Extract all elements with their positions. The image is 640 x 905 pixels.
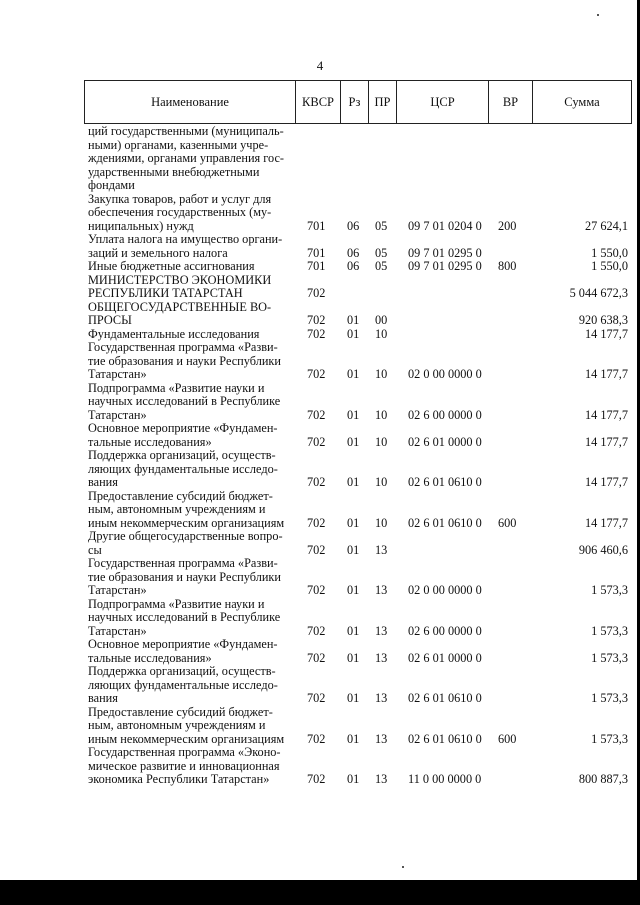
row-sum: 1 573,3 — [591, 731, 628, 746]
row-pr: 05 — [375, 218, 388, 233]
row-pr: 05 — [375, 245, 388, 260]
table-row — [88, 490, 628, 531]
row-kvsr: 701 — [307, 245, 326, 260]
row-pr: 13 — [375, 731, 388, 746]
row-pr: 00 — [375, 313, 388, 327]
row-csr: 09 7 01 0295 0 — [408, 245, 482, 260]
row-name: Подпрограмма «Развитие науки и научных исследований в Республике Татарстан» — [88, 380, 281, 422]
table-row — [88, 746, 628, 787]
row-kvsr: 702 — [307, 326, 326, 341]
row-pr: 13 — [375, 542, 388, 557]
row-kvsr: 702 — [307, 367, 326, 381]
row-csr: 11 0 00 0000 0 — [408, 772, 482, 786]
table-row — [88, 449, 628, 490]
row-name: Основное мероприятие «Фундамен- тальные исследования» — [88, 421, 278, 449]
row-rz: 01 — [347, 515, 360, 530]
row-csr: 02 6 01 0610 0 — [408, 515, 482, 530]
table-row — [88, 260, 628, 274]
row-csr: 02 6 01 0610 0 — [408, 731, 482, 746]
row-csr: 09 7 01 0295 0 — [408, 259, 482, 273]
row-name: ций государственными (муниципаль- ными) органами, казенными учре- ждениями, органами управления гос- ударственными внебюджетными фондами — [88, 124, 285, 192]
row-csr: 02 0 00 0000 0 — [408, 367, 482, 381]
row-pr: 13 — [375, 583, 388, 597]
row-sum: 800 887,3 — [578, 772, 628, 786]
scan-speck — [402, 866, 404, 868]
row-pr: 10 — [375, 475, 388, 489]
table-row — [88, 341, 628, 382]
header-kvsr: КВСР — [302, 95, 334, 109]
row-csr: 02 0 00 0000 0 — [408, 583, 482, 597]
row-csr: 02 6 01 0610 0 — [408, 691, 482, 705]
row-kvsr: 702 — [307, 434, 326, 449]
row-kvsr: 702 — [307, 313, 326, 327]
row-name: МИНИСТЕРСТВО ЭКОНОМИКИ РЕСПУБЛИКИ ТАТАРСТАН — [88, 272, 272, 300]
row-name: Поддержка организаций, осуществ- ляющих фундаментальные исследо- вания — [88, 448, 278, 489]
row-name: Поддержка организаций, осуществ- ляющих фундаментальные исследо- вания — [88, 664, 278, 705]
scan-speck — [597, 14, 599, 16]
table-row — [88, 530, 628, 557]
row-rz: 06 — [347, 218, 360, 233]
row-rz: 01 — [347, 583, 360, 597]
row-name: Государственная программа «Разви- тие образования и науки Республики Татарстан» — [88, 340, 281, 381]
row-rz: 01 — [347, 407, 360, 422]
row-csr: 02 6 01 0000 0 — [408, 650, 482, 665]
row-rz: 01 — [347, 434, 360, 449]
table-row — [88, 233, 628, 260]
row-vr: 200 — [498, 218, 517, 233]
row-kvsr: 701 — [307, 259, 326, 273]
row-kvsr: 702 — [307, 475, 326, 489]
row-kvsr: 702 — [307, 515, 326, 530]
header-vr: ВР — [502, 95, 519, 109]
row-rz: 01 — [347, 313, 360, 327]
row-sum: 5 044 672,3 — [569, 286, 628, 300]
row-sum: 1 550,0 — [591, 245, 628, 260]
table-row — [88, 193, 628, 234]
row-csr: 02 6 00 0000 0 — [408, 407, 482, 422]
table-row — [88, 598, 628, 639]
row-sum: 906 460,6 — [578, 542, 628, 557]
row-pr: 13 — [375, 623, 388, 638]
row-name: Подпрограмма «Развитие науки и научных исследований в Республике Татарстан» — [88, 596, 281, 638]
row-kvsr: 702 — [307, 691, 326, 705]
row-sum: 1 573,3 — [591, 650, 628, 665]
row-name: Другие общегосударственные вопро- сы — [88, 529, 283, 557]
row-name: Фундаментальные исследования — [88, 326, 260, 341]
row-pr: 10 — [375, 515, 388, 530]
row-sum: 1 573,3 — [591, 691, 628, 705]
row-sum: 14 177,7 — [584, 367, 628, 381]
row-rz: 01 — [347, 475, 360, 489]
row-sum: 1 573,3 — [591, 583, 628, 597]
header-rz: Рз — [348, 95, 361, 109]
row-rz: 01 — [347, 650, 360, 665]
row-pr: 13 — [375, 772, 388, 786]
row-name: Иные бюджетные ассигнования — [88, 259, 255, 273]
table-row — [88, 665, 628, 706]
row-sum: 14 177,7 — [584, 434, 628, 449]
header-pr: ПР — [374, 95, 391, 109]
scan-edge-bottom — [0, 880, 640, 905]
row-rz: 01 — [347, 367, 360, 381]
table-row — [88, 557, 628, 598]
row-name: Основное мероприятие «Фундамен- тальные исследования» — [88, 637, 278, 665]
row-kvsr: 702 — [307, 286, 326, 300]
row-kvsr: 702 — [307, 407, 326, 422]
row-pr: 05 — [375, 259, 388, 273]
row-pr: 10 — [375, 434, 388, 449]
table-row — [88, 422, 628, 449]
row-name: Государственная программа «Эконо- мическое развитие и инновационная экономика Республики Татарстан» — [88, 745, 281, 786]
row-csr: 02 6 01 0000 0 — [408, 434, 482, 449]
row-pr: 13 — [375, 691, 388, 705]
row-rz: 01 — [347, 731, 360, 746]
row-kvsr: 702 — [307, 542, 326, 557]
row-sum: 14 177,7 — [584, 407, 628, 422]
table-body — [88, 125, 628, 787]
row-sum: 14 177,7 — [584, 326, 628, 341]
row-rz: 01 — [347, 691, 360, 705]
table-row — [88, 301, 628, 328]
row-name: Государственная программа «Разви- тие образования и науки Республики Татарстан» — [88, 556, 281, 597]
row-csr: 09 7 01 0204 0 — [408, 218, 482, 233]
row-kvsr: 701 — [307, 218, 326, 233]
row-kvsr: 702 — [307, 731, 326, 746]
row-sum: 27 624,1 — [584, 218, 628, 233]
row-name: Уплата налога на имущество органи- заций и земельного налога — [88, 232, 283, 260]
row-name: ОБЩЕГОСУДАРСТВЕННЫЕ ВО- ПРОСЫ — [88, 299, 272, 327]
row-rz: 06 — [347, 245, 360, 260]
row-vr: 600 — [498, 515, 517, 530]
row-pr: 10 — [375, 367, 388, 381]
row-pr: 10 — [375, 407, 388, 422]
row-csr: 02 6 01 0610 0 — [408, 475, 482, 489]
table-row — [88, 382, 628, 423]
row-kvsr: 702 — [307, 772, 326, 786]
row-rz: 01 — [347, 623, 360, 638]
page-number: 4 — [316, 58, 324, 73]
row-kvsr: 702 — [307, 623, 326, 638]
row-rz: 06 — [347, 259, 360, 273]
row-name: Предоставление субсидий бюджет- ным, автономным учреждениям и иным некоммерческим организациям — [88, 704, 285, 746]
header-csr: ЦСР — [430, 95, 455, 109]
row-name: Предоставление субсидий бюджет- ным, автономным учреждениям и иным некоммерческим организациям — [88, 488, 285, 530]
row-name: Закупка товаров, работ и услуг для обеспечения государственных (му- ниципальных) нужд — [88, 191, 272, 233]
row-rz: 01 — [347, 326, 360, 341]
row-pr: 13 — [375, 650, 388, 665]
row-rz: 01 — [347, 542, 360, 557]
row-sum: 1 573,3 — [591, 623, 628, 638]
table-row — [88, 328, 628, 342]
row-sum: 14 177,7 — [584, 475, 628, 489]
table-row — [88, 274, 628, 301]
row-pr: 10 — [375, 326, 388, 341]
row-sum: 920 638,3 — [578, 313, 628, 327]
row-vr: 800 — [498, 259, 517, 273]
row-kvsr: 702 — [307, 583, 326, 597]
table-row — [88, 706, 628, 747]
row-kvsr: 702 — [307, 650, 326, 665]
row-sum: 14 177,7 — [584, 515, 628, 530]
header-sum: Сумма — [564, 95, 600, 109]
row-rz: 01 — [347, 772, 360, 786]
row-csr: 02 6 00 0000 0 — [408, 623, 482, 638]
table-row — [88, 638, 628, 665]
table-header — [84, 80, 632, 124]
row-sum: 1 550,0 — [591, 259, 628, 273]
header-name: Наименование — [151, 95, 229, 109]
table-row — [88, 125, 628, 193]
row-vr: 600 — [498, 731, 517, 746]
